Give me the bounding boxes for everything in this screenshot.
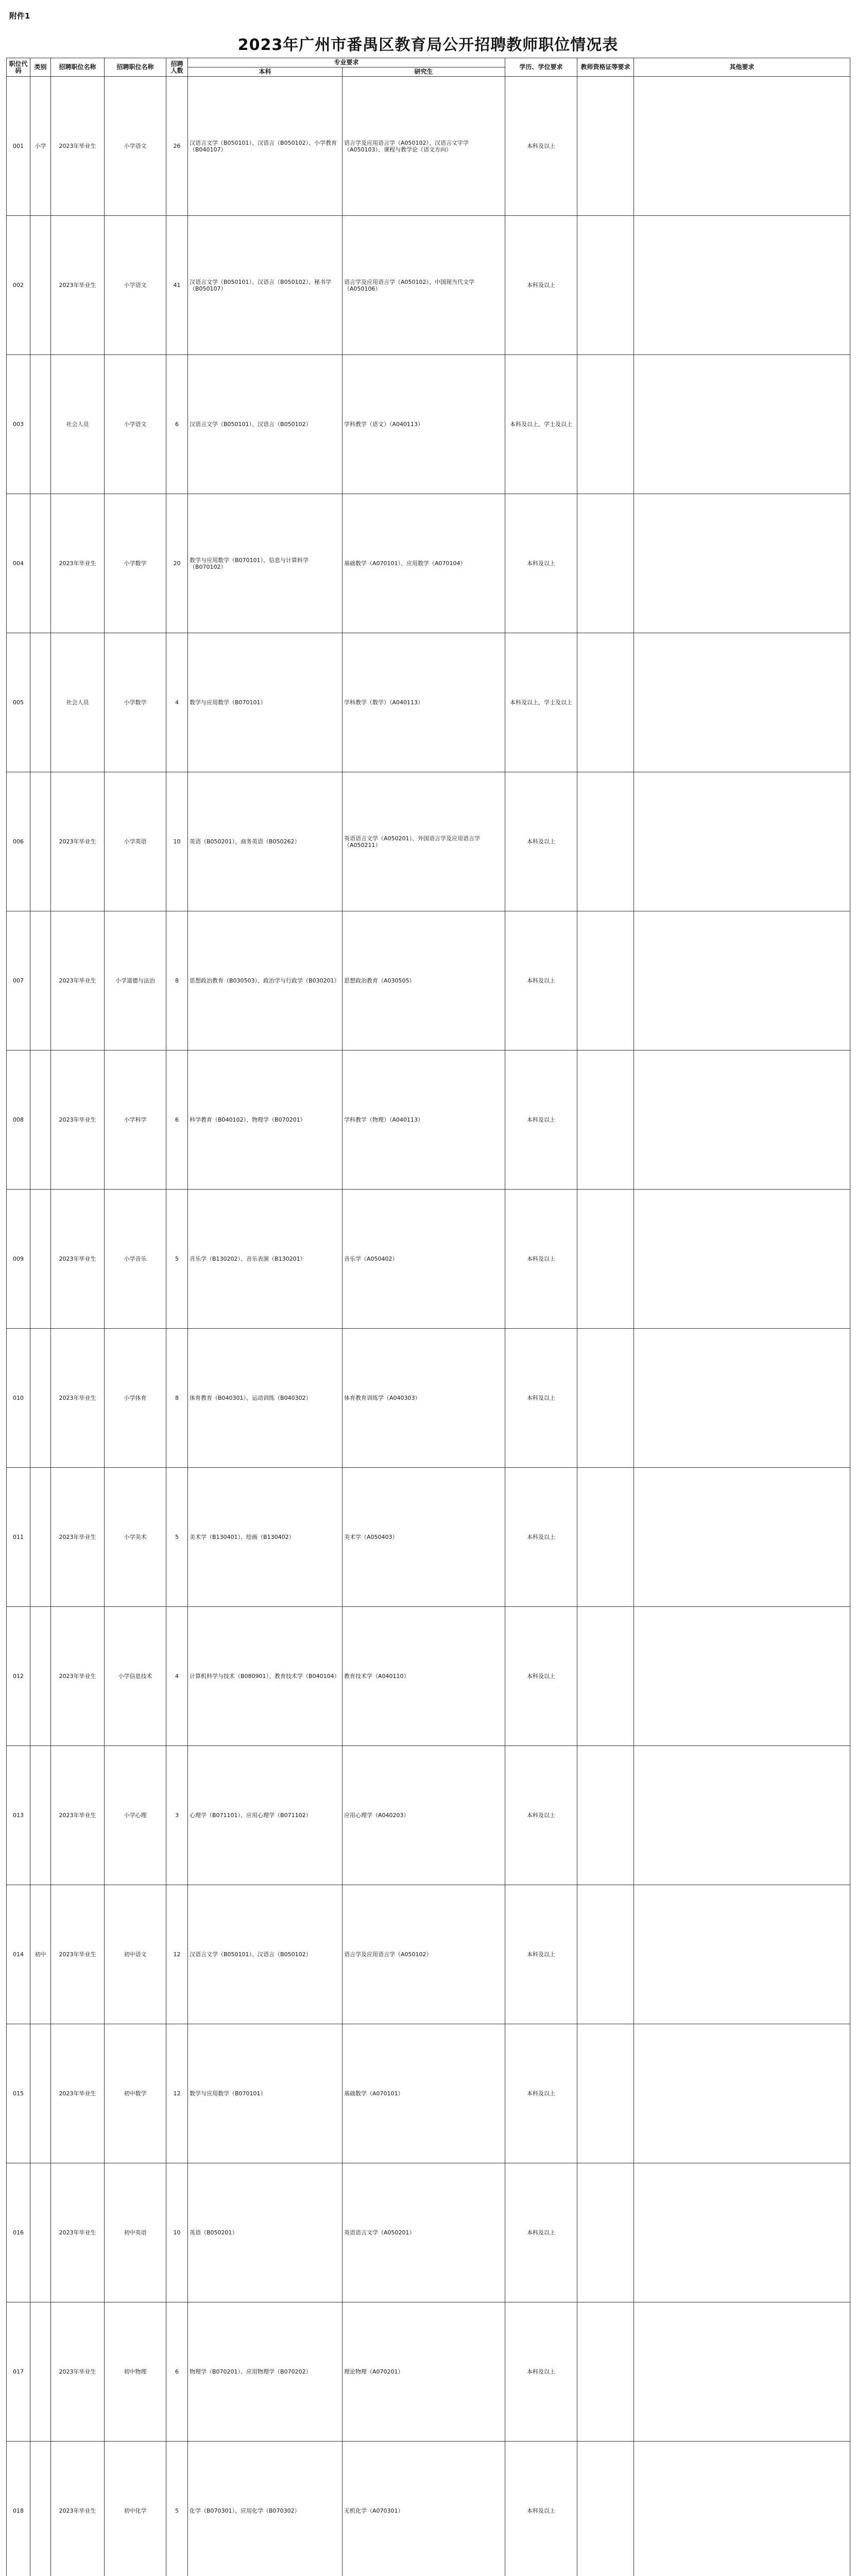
table-row xyxy=(7,2163,850,2302)
page-title: 2023年广州市番禺区教育局公开招聘教师职位情况表 xyxy=(237,36,619,54)
cell-cert xyxy=(577,1190,634,1329)
cell-undergrad: 数学与应用数学（B070101） xyxy=(188,2024,343,2163)
cell-undergrad: 汉语言文学（B050101）、汉语言（B050102）、秘书学（B050107） xyxy=(188,216,343,355)
cell-degree: 本科及以上 xyxy=(505,2163,577,2302)
cell-count: 5 xyxy=(166,1190,188,1329)
cell-cert xyxy=(577,2163,634,2302)
cell-position: 初中语文 xyxy=(105,1885,166,2024)
cell-category xyxy=(30,1468,51,1607)
cell-other xyxy=(634,2024,850,2163)
cell-degree: 本科及以上，学士及以上 xyxy=(505,633,577,772)
cell-postgrad: 英语语言文学（A050201）、外国语言学及应用语言学（A050211） xyxy=(343,772,505,911)
cell-category xyxy=(30,1329,51,1468)
cell-count: 6 xyxy=(166,2302,188,2442)
cell-other xyxy=(634,1746,850,1885)
cell-count: 3 xyxy=(166,1746,188,1885)
cell-degree: 本科及以上 xyxy=(505,1050,577,1190)
cell-cert xyxy=(577,1746,634,1885)
table-row xyxy=(7,911,850,1050)
cell-postgrad: 基础数学（A070101）、应用数学（A070104） xyxy=(343,494,505,633)
cell-code: 013 xyxy=(7,1746,30,1885)
table-row xyxy=(7,2024,850,2163)
cell-code: 018 xyxy=(7,2442,30,2576)
cell-cert xyxy=(577,2302,634,2442)
cell-postgrad: 美术学（A050403） xyxy=(343,1468,505,1607)
cell-category xyxy=(30,2302,51,2442)
cell-position: 小学科学 xyxy=(105,1050,166,1190)
cell-postgrad: 语言学及应用语言学（A050102）、汉语言文字学（A050103）、课程与教学论（语文方向） xyxy=(343,77,505,216)
cell-position: 小学语文 xyxy=(105,355,166,494)
cell-cert xyxy=(577,77,634,216)
cell-category xyxy=(30,494,51,633)
cell-category xyxy=(30,911,51,1050)
cell-degree: 本科及以上 xyxy=(505,1746,577,1885)
header-postgrad: 研究生 xyxy=(343,67,505,77)
cell-code: 003 xyxy=(7,355,30,494)
cell-degree: 本科及以上 xyxy=(505,1468,577,1607)
cell-undergrad: 心理学（B071101）、应用心理学（B071102） xyxy=(188,1746,343,1885)
cell-postgrad: 音乐学（A050402） xyxy=(343,1190,505,1329)
cell-position: 小学体育 xyxy=(105,1329,166,1468)
header-count: 招聘人数 xyxy=(166,58,188,77)
cell-category xyxy=(30,1190,51,1329)
attachment-label: 附件1 xyxy=(9,11,30,21)
table-row xyxy=(7,1885,850,2024)
cell-position: 初中数学 xyxy=(105,2024,166,2163)
cell-degree: 本科及以上 xyxy=(505,911,577,1050)
header-undergrad: 本科 xyxy=(188,67,343,77)
header-row xyxy=(7,58,850,67)
cell-other xyxy=(634,1468,850,1607)
cell-postgrad: 体育教育训练学（A040303） xyxy=(343,1329,505,1468)
cell-code: 015 xyxy=(7,2024,30,2163)
cell-code: 005 xyxy=(7,633,30,772)
cell-code: 006 xyxy=(7,772,30,911)
cell-cert xyxy=(577,2442,634,2576)
header-other: 其他要求 xyxy=(634,58,850,77)
table-row xyxy=(7,1190,850,1329)
cell-undergrad: 英语（B050201）、商务英语（B050262） xyxy=(188,772,343,911)
cell-position: 初中化学 xyxy=(105,2442,166,2576)
cell-category xyxy=(30,2024,51,2163)
header-degree: 学历、学位要求 xyxy=(505,58,577,77)
cell-count: 26 xyxy=(166,77,188,216)
cell-code: 004 xyxy=(7,494,30,633)
cell-category xyxy=(30,355,51,494)
cell-target: 2023年毕业生 xyxy=(51,2163,105,2302)
cell-position: 小学道德与法治 xyxy=(105,911,166,1050)
cell-postgrad: 英语语言文学（A050201） xyxy=(343,2163,505,2302)
cell-other xyxy=(634,1329,850,1468)
cell-code: 017 xyxy=(7,2302,30,2442)
cell-position: 小学语文 xyxy=(105,77,166,216)
cell-code: 009 xyxy=(7,1190,30,1329)
cell-undergrad: 科学教育（B040102）、物理学（B070201） xyxy=(188,1050,343,1190)
header-major-group: 专业要求 xyxy=(188,58,505,67)
cell-undergrad: 思想政治教育（B030503）、政治学与行政学（B030201） xyxy=(188,911,343,1050)
cell-count: 41 xyxy=(166,216,188,355)
table-row xyxy=(7,772,850,911)
cell-other xyxy=(634,355,850,494)
cell-target: 2023年毕业生 xyxy=(51,216,105,355)
cell-target: 2023年毕业生 xyxy=(51,2302,105,2442)
cell-count: 10 xyxy=(166,2163,188,2302)
cell-code: 011 xyxy=(7,1468,30,1607)
cell-category xyxy=(30,2163,51,2302)
cell-category xyxy=(30,216,51,355)
table-row xyxy=(7,2302,850,2442)
cell-cert xyxy=(577,1468,634,1607)
cell-degree: 本科及以上 xyxy=(505,1329,577,1468)
cell-target: 2023年毕业生 xyxy=(51,1190,105,1329)
cell-cert xyxy=(577,1607,634,1746)
cell-count: 6 xyxy=(166,355,188,494)
cell-target: 2023年毕业生 xyxy=(51,1607,105,1746)
cell-other xyxy=(634,2442,850,2576)
cell-other xyxy=(634,1607,850,1746)
cell-undergrad: 物理学（B070201）、应用物理学（B070202） xyxy=(188,2302,343,2442)
cell-target: 2023年毕业生 xyxy=(51,77,105,216)
cell-count: 8 xyxy=(166,911,188,1050)
cell-category xyxy=(30,1607,51,1746)
cell-position: 小学心理 xyxy=(105,1746,166,1885)
header-category: 类别 xyxy=(30,58,51,77)
cell-undergrad: 数学与应用数学（B070101）、信息与计算科学（B070102） xyxy=(188,494,343,633)
cell-code: 010 xyxy=(7,1329,30,1468)
cell-count: 4 xyxy=(166,1607,188,1746)
cell-other xyxy=(634,633,850,772)
cell-postgrad: 理论物理（A070201） xyxy=(343,2302,505,2442)
cell-code: 014 xyxy=(7,1885,30,2024)
cell-category: 初中 xyxy=(30,1885,51,2024)
cell-position: 小学数学 xyxy=(105,494,166,633)
cell-cert xyxy=(577,2024,634,2163)
cell-postgrad: 基础数学（A070101） xyxy=(343,2024,505,2163)
cell-degree: 本科及以上 xyxy=(505,77,577,216)
cell-postgrad: 语言学及应用语言学（A050102）、中国现当代文学（A050106） xyxy=(343,216,505,355)
cell-undergrad: 汉语言文学（B050101）、汉语言（B050102） xyxy=(188,355,343,494)
cell-category xyxy=(30,633,51,772)
cell-degree: 本科及以上 xyxy=(505,1607,577,1746)
cell-other xyxy=(634,2163,850,2302)
cell-cert xyxy=(577,355,634,494)
table-row xyxy=(7,633,850,772)
cell-category: 小学 xyxy=(30,77,51,216)
cell-degree: 本科及以上 xyxy=(505,216,577,355)
cell-other xyxy=(634,1885,850,2024)
cell-cert xyxy=(577,633,634,772)
cell-undergrad: 汉语言文学（B050101）、汉语言（B050102） xyxy=(188,1885,343,2024)
cell-other xyxy=(634,2302,850,2442)
cell-cert xyxy=(577,1050,634,1190)
cell-target: 2023年毕业生 xyxy=(51,1050,105,1190)
cell-code: 002 xyxy=(7,216,30,355)
cell-other xyxy=(634,911,850,1050)
cell-cert xyxy=(577,1885,634,2024)
cell-count: 12 xyxy=(166,1885,188,2024)
cell-other xyxy=(634,1190,850,1329)
cell-count: 10 xyxy=(166,772,188,911)
cell-count: 8 xyxy=(166,1329,188,1468)
cell-target: 2023年毕业生 xyxy=(51,1468,105,1607)
cell-cert xyxy=(577,772,634,911)
cell-other xyxy=(634,772,850,911)
cell-degree: 本科及以上 xyxy=(505,1190,577,1329)
cell-cert xyxy=(577,216,634,355)
positions-table xyxy=(6,58,850,2576)
cell-category xyxy=(30,2442,51,2576)
cell-count: 5 xyxy=(166,1468,188,1607)
cell-other xyxy=(634,77,850,216)
cell-postgrad: 语言学及应用语言学（A050102） xyxy=(343,1885,505,2024)
cell-count: 12 xyxy=(166,2024,188,2163)
cell-count: 4 xyxy=(166,633,188,772)
cell-target: 2023年毕业生 xyxy=(51,2442,105,2576)
cell-degree: 本科及以上 xyxy=(505,2302,577,2442)
cell-position: 小学音乐 xyxy=(105,1190,166,1329)
table-row xyxy=(7,2442,850,2576)
header-cert: 教师资格证等要求 xyxy=(577,58,634,77)
cell-target: 2023年毕业生 xyxy=(51,2024,105,2163)
cell-count: 6 xyxy=(166,1050,188,1190)
cell-target: 2023年毕业生 xyxy=(51,1329,105,1468)
cell-target: 社会人员 xyxy=(51,633,105,772)
table-row xyxy=(7,1050,850,1190)
cell-code: 012 xyxy=(7,1607,30,1746)
cell-position: 小学数学 xyxy=(105,633,166,772)
cell-cert xyxy=(577,494,634,633)
table-row xyxy=(7,1607,850,1746)
cell-position: 初中物理 xyxy=(105,2302,166,2442)
cell-other xyxy=(634,216,850,355)
cell-cert xyxy=(577,911,634,1050)
cell-target: 2023年毕业生 xyxy=(51,1746,105,1885)
cell-category xyxy=(30,772,51,911)
cell-category xyxy=(30,1746,51,1885)
header-position: 招聘职位名称 xyxy=(105,58,166,77)
cell-degree: 本科及以上 xyxy=(505,1885,577,2024)
cell-postgrad: 无机化学（A070301） xyxy=(343,2442,505,2576)
cell-degree: 本科及以上 xyxy=(505,2024,577,2163)
table-body xyxy=(7,77,850,2576)
cell-code: 008 xyxy=(7,1050,30,1190)
cell-count: 5 xyxy=(166,2442,188,2576)
cell-undergrad: 计算机科学与技术（B080901）、教育技术学（B040104） xyxy=(188,1607,343,1746)
cell-target: 2023年毕业生 xyxy=(51,1885,105,2024)
cell-cert xyxy=(577,1329,634,1468)
cell-target: 2023年毕业生 xyxy=(51,494,105,633)
cell-postgrad: 学科教学（物理）（A040113） xyxy=(343,1050,505,1190)
table-row xyxy=(7,1746,850,1885)
cell-target: 社会人员 xyxy=(51,355,105,494)
cell-code: 001 xyxy=(7,77,30,216)
cell-target: 2023年毕业生 xyxy=(51,772,105,911)
table-row xyxy=(7,216,850,355)
cell-degree: 本科及以上 xyxy=(505,2442,577,2576)
cell-undergrad: 音乐学（B130202）、音乐表演（B130201） xyxy=(188,1190,343,1329)
cell-degree: 本科及以上 xyxy=(505,772,577,911)
cell-postgrad: 教育技术学（A040110） xyxy=(343,1607,505,1746)
cell-undergrad: 汉语言文学（B050101）、汉语言（B050102）、小学教育（B040107） xyxy=(188,77,343,216)
cell-postgrad: 应用心理学（A040203） xyxy=(343,1746,505,1885)
cell-position: 初中英语 xyxy=(105,2163,166,2302)
header-pos-code: 职位代码 xyxy=(7,58,30,77)
cell-category xyxy=(30,1050,51,1190)
cell-code: 016 xyxy=(7,2163,30,2302)
cell-undergrad: 英语（B050201） xyxy=(188,2163,343,2302)
table-row xyxy=(7,1468,850,1607)
cell-position: 小学美术 xyxy=(105,1468,166,1607)
cell-count: 20 xyxy=(166,494,188,633)
cell-postgrad: 学科教学（数学）（A040113） xyxy=(343,633,505,772)
cell-undergrad: 化学（B070301）、应用化学（B070302） xyxy=(188,2442,343,2576)
cell-other xyxy=(634,1050,850,1190)
cell-target: 2023年毕业生 xyxy=(51,911,105,1050)
cell-position: 小学语文 xyxy=(105,216,166,355)
cell-postgrad: 思想政治教育（A030505） xyxy=(343,911,505,1050)
cell-position: 小学英语 xyxy=(105,772,166,911)
cell-undergrad: 美术学（B130401）、绘画（B130402） xyxy=(188,1468,343,1607)
cell-postgrad: 学科教学（语文）（A040113） xyxy=(343,355,505,494)
cell-position: 小学信息技术 xyxy=(105,1607,166,1746)
cell-undergrad: 体育教育（B040301）、运动训练（B040302） xyxy=(188,1329,343,1468)
table-row xyxy=(7,77,850,216)
cell-other xyxy=(634,494,850,633)
table-row xyxy=(7,355,850,494)
cell-degree: 本科及以上，学士及以上 xyxy=(505,355,577,494)
table-row xyxy=(7,1329,850,1468)
table-row xyxy=(7,494,850,633)
header-recruit-target: 招聘职位名称 xyxy=(51,58,105,77)
cell-degree: 本科及以上 xyxy=(505,494,577,633)
cell-undergrad: 数学与应用数学（B070101） xyxy=(188,633,343,772)
cell-code: 007 xyxy=(7,911,30,1050)
